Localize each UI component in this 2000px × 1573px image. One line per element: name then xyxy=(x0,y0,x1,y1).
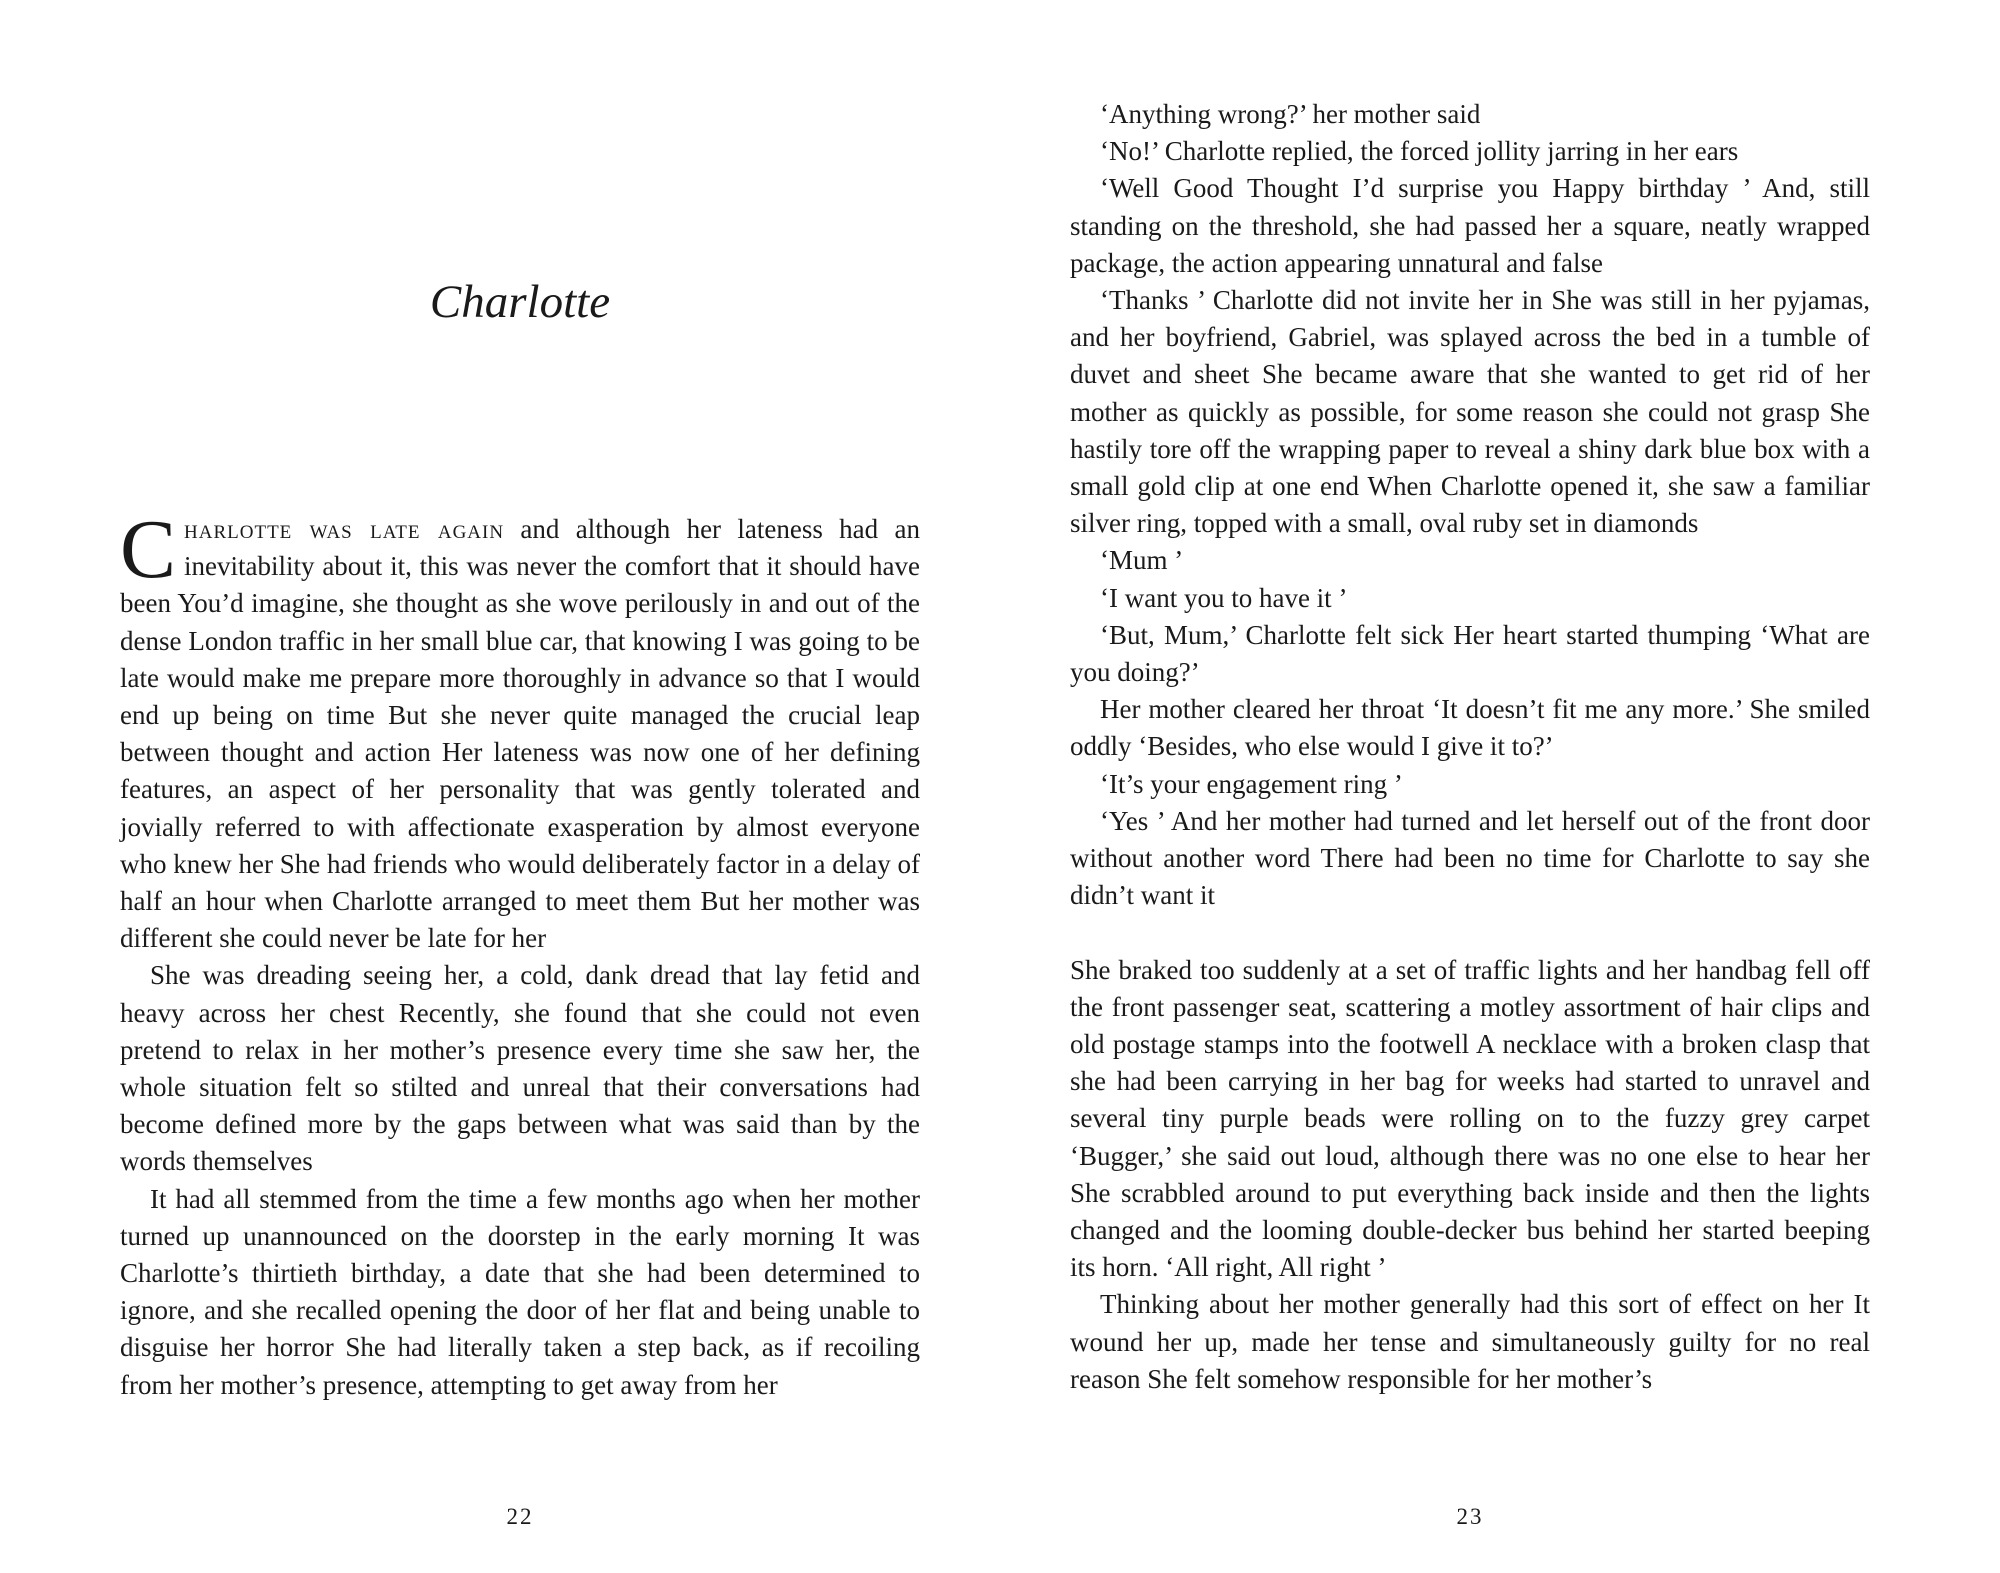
paragraph: ‘But, Mum,’ Charlotte felt sick Her heart started thumping ‘What are you doing?’ xyxy=(1070,619,1870,688)
chapter-title: Charlotte xyxy=(429,276,611,328)
right-page xyxy=(1070,0,1870,1573)
opening-paragraph xyxy=(120,503,920,957)
paragraph: ‘Thanks ’ Charlotte did not invite her in She was still in her pyjamas, and her boyfriend, Gabriel, was splayed across the bed in a tumble of duvet and sheet She became aware that she wanted to get rid of her mother as quickly as possible, for some reason she could not grasp She hastily tore off the wrapping paper to reveal a shiny dark blue box with a small gold clip at one end When Charlotte opened it, she saw a familiar silver ring, topped with a small, oval ruby set in diamonds xyxy=(1070,285,1870,539)
paragraph: ‘I want you to have it ’ xyxy=(1100,582,1348,613)
drop-cap: C xyxy=(120,503,177,596)
paragraph: ‘Anything wrong?’ her mother said xyxy=(1100,99,1481,129)
right-page-text xyxy=(1070,96,1870,1398)
left-page-text xyxy=(120,503,920,1404)
paragraph-text: and although her lateness had an inevitability about it, this was never the comfort that it should have been You’d imagine, she thought as she wove perilously in and out of the dense London traffic in her small blue car, that knowing I was going to be late would make me prepare more thoroughly in advance so that I would end up being on time But she never quite managed the crucial leap between thought and action Her lateness was now one of her defining features, an aspect of her personality that was gently tolerated and jovially referred to with affectionate exasperation by almost everyone who knew her She had friends who would deliberately factor in a delay of half an hour when Charlotte arranged to meet them But her mother was different she could never be late for her xyxy=(120,514,920,954)
paragraph: It had all stemmed from the time a few months ago when her mother turned up unannounced on the doorstep in the early morning It was Charlotte’s thirtieth birthday, a date that she had been determined to ignore, and she recalled opening the door of her flat and being unable to disguise her horror She had literally taken a step back, as if recoiling from her mother’s presence, attempting to get away from her xyxy=(120,1183,920,1400)
section-break-paragraph: She braked too suddenly at a set of traffic lights and her handbag fell off the front passenger seat, scattering a motley assortment of hair clips and old postage stamps into the footwell A necklace with a broken clasp that she had been carrying in her bag for weeks had started to unravel and several tiny purple beads were rolling on to the fuzzy grey carpet ‘Bugger,’ she said out loud, although there was no one else to hear her She scrabbled around to put everything back inside and then the lights changed and the looming double-decker bus behind her started beeping its horn. ‘All right, All right ’ xyxy=(1070,954,1870,1283)
paragraph: ‘Well Good Thought I’d surprise you Happy birthday ’ And, still standing on the threshold, she had passed her a square, neatly wrapped package, the action appearing unnatural and false xyxy=(1070,173,1870,278)
paragraph: Her mother cleared her throat ‘It doesn’t fit me any more.’ She smiled oddly ‘Besides, who else would I give it to?’ xyxy=(1070,694,1870,762)
paragraph: ‘No!’ Charlotte replied, the forced jollity jarring in her ears xyxy=(1100,136,1739,167)
left-page xyxy=(120,0,920,1573)
paragraph: She was dreading seeing her, a cold, dank dread that lay fetid and heavy across her chest Recently, she found that she could not even pretend to relax in her mother’s presence every time she saw her, the whole situation felt so stilted and unreal that their conversations had become defined more by the gaps between what was said than by the words themselves xyxy=(120,960,920,1177)
paragraph: ‘Mum ’ xyxy=(1100,545,1184,576)
page-number-left: 22 xyxy=(506,1504,534,1529)
paragraph: ‘It’s your engagement ring ’ xyxy=(1100,768,1403,799)
opening-small-caps: harlotte was late again xyxy=(184,514,505,544)
page-number-right: 23 xyxy=(1456,1504,1484,1529)
paragraph: Thinking about her mother generally had this sort of effect on her It wound her up, made her tense and simultaneously guilty for no real reason She felt somehow responsible for her mother’s xyxy=(1070,1289,1870,1394)
paragraph: ‘Yes ’ And her mother had turned and let herself out of the front door without another word There had been no time for Charlotte to say she didn’t want it xyxy=(1070,805,1870,911)
